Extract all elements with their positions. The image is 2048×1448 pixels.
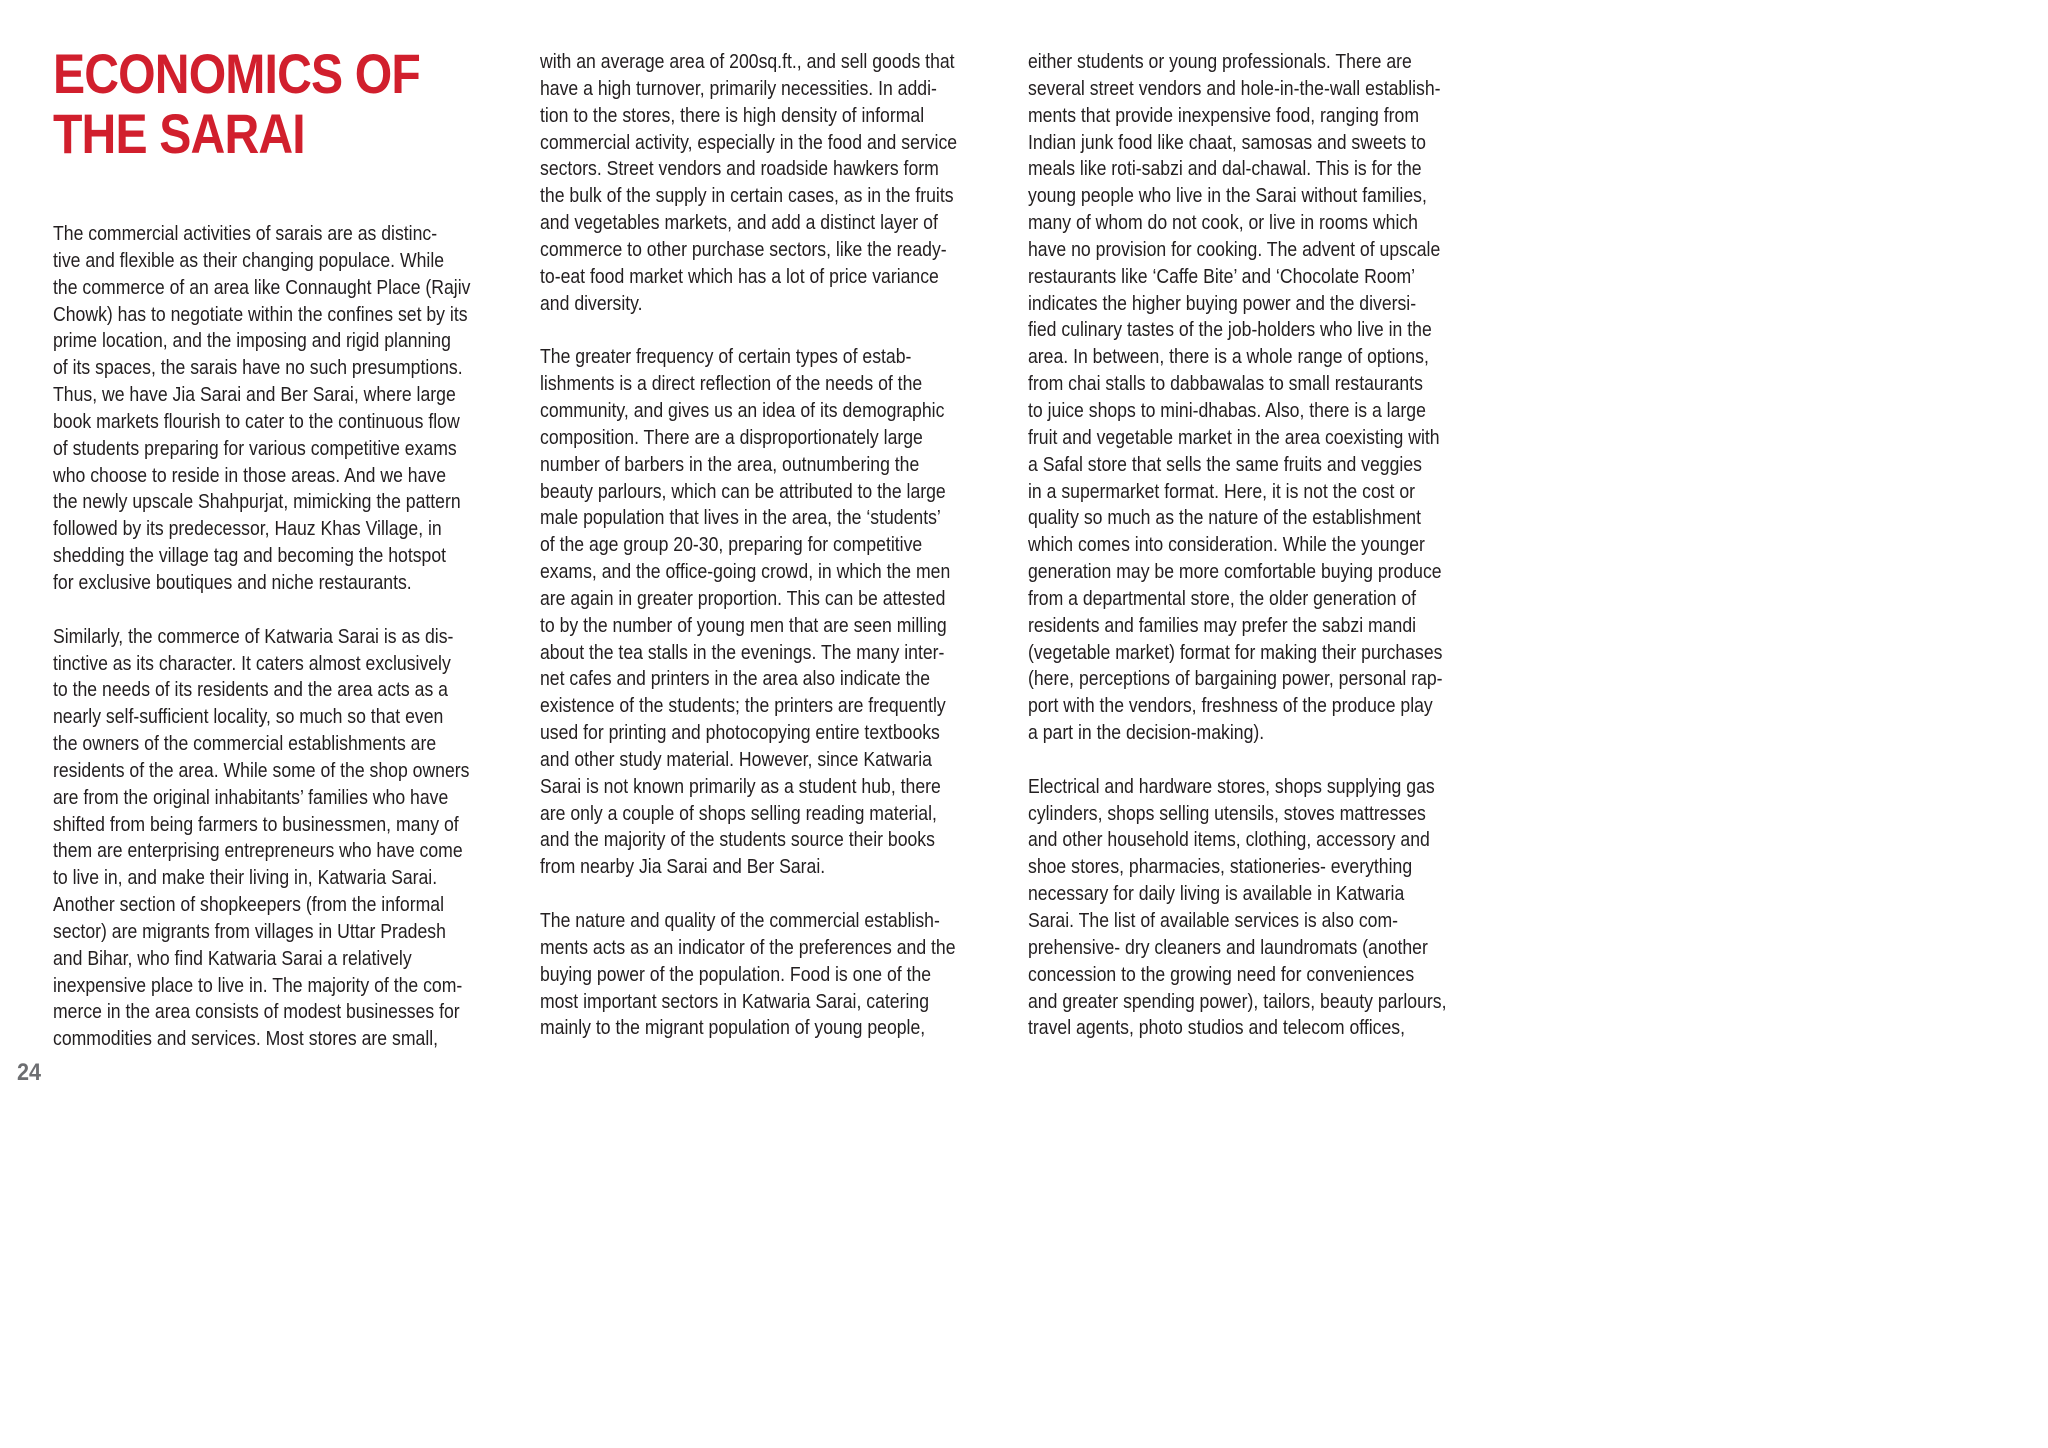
text-line: are again in greater proportion. This can be attested — [540, 586, 946, 610]
paragraph-spacer — [540, 317, 1032, 344]
text-line: port with the vendors, freshness of the produce play — [1028, 694, 1433, 718]
text-line: fied culinary tastes of the job-holders who live in the — [1028, 318, 1432, 342]
text-line: and other study material. However, since Katwaria — [540, 747, 932, 771]
text-line: necessary for daily living is available in Katwaria — [1028, 882, 1405, 906]
text-line: prime location, and the imposing and rigid planning — [53, 329, 451, 353]
text-line: ments acts as an indicator of the preferences and the — [540, 935, 956, 959]
text-line: most important sectors in Katwaria Sarai, catering — [540, 989, 930, 1013]
text-line: tion to the stores, there is high density of informal — [540, 103, 925, 127]
paragraph-spacer — [540, 881, 1032, 908]
text-line: which comes into consideration. While the younger — [1028, 533, 1425, 557]
text-line: existence of the students; the printers are frequently — [540, 694, 946, 718]
text-line: Sarai is not known primarily as a student hub, there — [540, 774, 941, 798]
text-line: with an average area of 200sq.ft., and sell goods that — [540, 50, 955, 73]
text-line: from a departmental store, the older generation of — [1028, 586, 1417, 610]
text-line: shoe stores, pharmacies, stationeries- everything — [1028, 855, 1413, 879]
text-line: the owners of the commercial establishments are — [53, 732, 437, 756]
text-line: of its spaces, the sarais have no such presumptions. — [53, 356, 463, 380]
text-line: Sarai. The list of available services is also com- — [1028, 909, 1399, 932]
text-line: commodities and services. Most stores are small, — [53, 1027, 439, 1051]
text-line: to live in, and make their living in, Katwaria Sarai. — [53, 866, 438, 890]
text-line: Similarly, the commerce of Katwaria Sarai is as dis- — [53, 624, 454, 648]
text-line: and other household items, clothing, accessory and — [1028, 828, 1430, 852]
text-line: Thus, we have Jia Sarai and Ber Sarai, where large — [53, 383, 456, 407]
text-line: indicates the higher buying power and the diversi- — [1028, 291, 1417, 315]
text-line: and diversity. — [540, 291, 643, 315]
text-line: area. In between, there is a whole range of options, — [1028, 345, 1429, 369]
paragraph — [1028, 49, 1520, 747]
text-line: of the age group 20-30, preparing for competitive — [540, 533, 923, 557]
text-line: about the tea stalls in the evenings. The many inter- — [540, 640, 945, 664]
text-line: young people who live in the Sarai without families, — [1028, 184, 1427, 208]
text-line: The commercial activities of sarais are as distinc- — [53, 222, 438, 245]
text-line: nearly self-sufficient locality, so much so that even — [53, 705, 444, 729]
paragraph — [53, 624, 545, 1054]
text-column-2 — [540, 49, 1032, 1042]
text-line: restaurants like ‘Caffe Bite’ and ‘Chocolate Room’ — [1028, 264, 1416, 288]
text-line: to the needs of its residents and the area acts as a — [53, 678, 448, 702]
page-number: 24 — [17, 1059, 42, 1086]
text-line: residents and families may prefer the sabzi mandi — [1028, 613, 1417, 637]
text-line: residents of the area. While some of the shop owners — [53, 758, 470, 782]
text-line: The nature and quality of the commercial establish- — [540, 909, 940, 932]
text-line: prehensive- dry cleaners and laundromats (another — [1028, 935, 1428, 959]
text-line: beauty parlours, which can be attributed to the large — [540, 479, 946, 503]
text-line: in a supermarket format. Here, it is not the cost or — [1028, 479, 1416, 503]
text-line: Chowk) has to negotiate within the confines set by its — [53, 302, 468, 326]
text-line: buying power of the population. Food is one of the — [540, 962, 932, 986]
text-line: fruit and vegetable market in the area coexisting with — [1028, 425, 1440, 449]
text-line: have no provision for cooking. The advent of upscale — [1028, 237, 1441, 261]
text-line: male population that lives in the area, the ‘students’ — [540, 506, 941, 530]
text-line: several street vendors and hole-in-the-wall establish- — [1028, 76, 1441, 100]
text-line: and Bihar, who find Katwaria Sarai a relatively — [53, 946, 412, 970]
paragraph — [1028, 774, 1520, 1042]
text-line: tinctive as its character. It caters almost exclusively — [53, 651, 451, 675]
text-line: shedding the village tag and becoming the hotspot — [53, 544, 447, 568]
text-line: and vegetables markets, and add a distinct layer of — [540, 211, 938, 235]
text-line: commerce to other purchase sectors, like the ready- — [540, 237, 947, 261]
text-line: meals like roti-sabzi and dal-chawal. This is for the — [1028, 157, 1422, 181]
text-line: cylinders, shops selling utensils, stoves mattresses — [1028, 801, 1426, 825]
text-line: who choose to reside in those areas. And we have — [53, 463, 447, 487]
text-line: and greater spending power), tailors, beauty parlours, — [1028, 989, 1447, 1013]
text-line: book markets flourish to cater to the continuous flow — [53, 409, 460, 433]
text-line: are from the original inhabitants’ families who have — [53, 785, 449, 809]
text-column-1 — [53, 221, 545, 1053]
text-column-3 — [1028, 49, 1520, 1042]
paragraph — [540, 344, 1032, 881]
text-line: quality so much as the nature of the establishment — [1028, 506, 1421, 530]
text-line: have a high turnover, primarily necessities. In addi- — [540, 76, 937, 100]
text-line: of students preparing for various competitive exams — [53, 436, 457, 460]
text-line: The greater frequency of certain types of estab- — [540, 345, 912, 369]
text-line: net cafes and printers in the area also indicate the — [540, 667, 931, 691]
paragraph — [53, 221, 545, 597]
text-line: sectors. Street vendors and roadside hawkers form — [540, 157, 939, 181]
text-line: (vegetable market) format for making their purchases — [1028, 640, 1443, 664]
text-line: community, and gives us an idea of its demographic — [540, 398, 945, 422]
text-line: are only a couple of shops selling reading material, — [540, 801, 937, 825]
text-line: Indian junk food like chaat, samosas and sweets to — [1028, 130, 1426, 154]
text-line: number of barbers in the area, outnumbering the — [540, 452, 920, 476]
paragraph — [540, 908, 1032, 1042]
text-line: from nearby Jia Sarai and Ber Sarai. — [540, 855, 826, 879]
title-line-2: THE SARAI — [53, 102, 305, 165]
text-line: concession to the growing need for conveniences — [1028, 962, 1415, 986]
text-line: merce in the area consists of modest businesses for — [53, 1000, 460, 1024]
text-line: the newly upscale Shahpurjat, mimicking the pattern — [53, 490, 461, 514]
text-line: and the majority of the students source their books — [540, 828, 935, 852]
text-line: Electrical and hardware stores, shops supplying gas — [1028, 774, 1435, 798]
text-line: the bulk of the supply in certain cases, as in the fruits — [540, 184, 954, 208]
text-line: a Safal store that sells the same fruits and veggies — [1028, 452, 1422, 476]
text-line: tive and flexible as their changing populace. While — [53, 248, 445, 272]
text-line: composition. There are a disproportionately large — [540, 425, 923, 449]
text-line: either students or young professionals. There are — [1028, 50, 1412, 73]
text-line: (here, perceptions of bargaining power, personal rap- — [1028, 667, 1443, 691]
text-line: commercial activity, especially in the food and service — [540, 130, 958, 154]
paragraph — [540, 49, 1032, 317]
text-line: for exclusive boutiques and niche restaurants. — [53, 570, 412, 594]
text-line: to-eat food market which has a lot of price variance — [540, 264, 939, 288]
text-line: a part in the decision-making). — [1028, 721, 1265, 745]
text-line: mainly to the migrant population of young people, — [540, 1016, 926, 1040]
text-line: from chai stalls to dabbawalas to small restaurants — [1028, 372, 1423, 396]
page-title — [53, 44, 420, 164]
text-line: inexpensive place to live in. The majority of the com- — [53, 973, 463, 997]
text-line: Another section of shopkeepers (from the informal — [53, 893, 445, 917]
text-line: to by the number of young men that are seen milling — [540, 613, 947, 637]
text-line: many of whom do not cook, or live in rooms which — [1028, 211, 1418, 235]
text-line: ments that provide inexpensive food, ranging from — [1028, 103, 1420, 127]
text-line: followed by its predecessor, Hauz Khas Village, in — [53, 517, 442, 541]
text-line: the commerce of an area like Connaught Place (Rajiv — [53, 275, 471, 299]
text-line: lishments is a direct reflection of the needs of the — [540, 372, 923, 396]
text-line: travel agents, photo studios and telecom offices, — [1028, 1016, 1405, 1040]
text-line: to juice shops to mini-dhabas. Also, there is a large — [1028, 398, 1426, 422]
text-line: generation may be more comfortable buying produce — [1028, 560, 1442, 584]
paragraph-spacer — [1028, 747, 1520, 774]
paragraph-spacer — [53, 597, 545, 624]
text-line: them are enterprising entrepreneurs who have come — [53, 839, 463, 863]
text-line: used for printing and photocopying entire textbooks — [540, 721, 940, 745]
text-line: shifted from being farmers to businessmen, many of — [53, 812, 459, 836]
text-line: sector) are migrants from villages in Uttar Pradesh — [53, 919, 446, 943]
text-line: exams, and the office-going crowd, in which the men — [540, 560, 951, 584]
title-line-1: ECONOMICS OF — [53, 42, 420, 105]
